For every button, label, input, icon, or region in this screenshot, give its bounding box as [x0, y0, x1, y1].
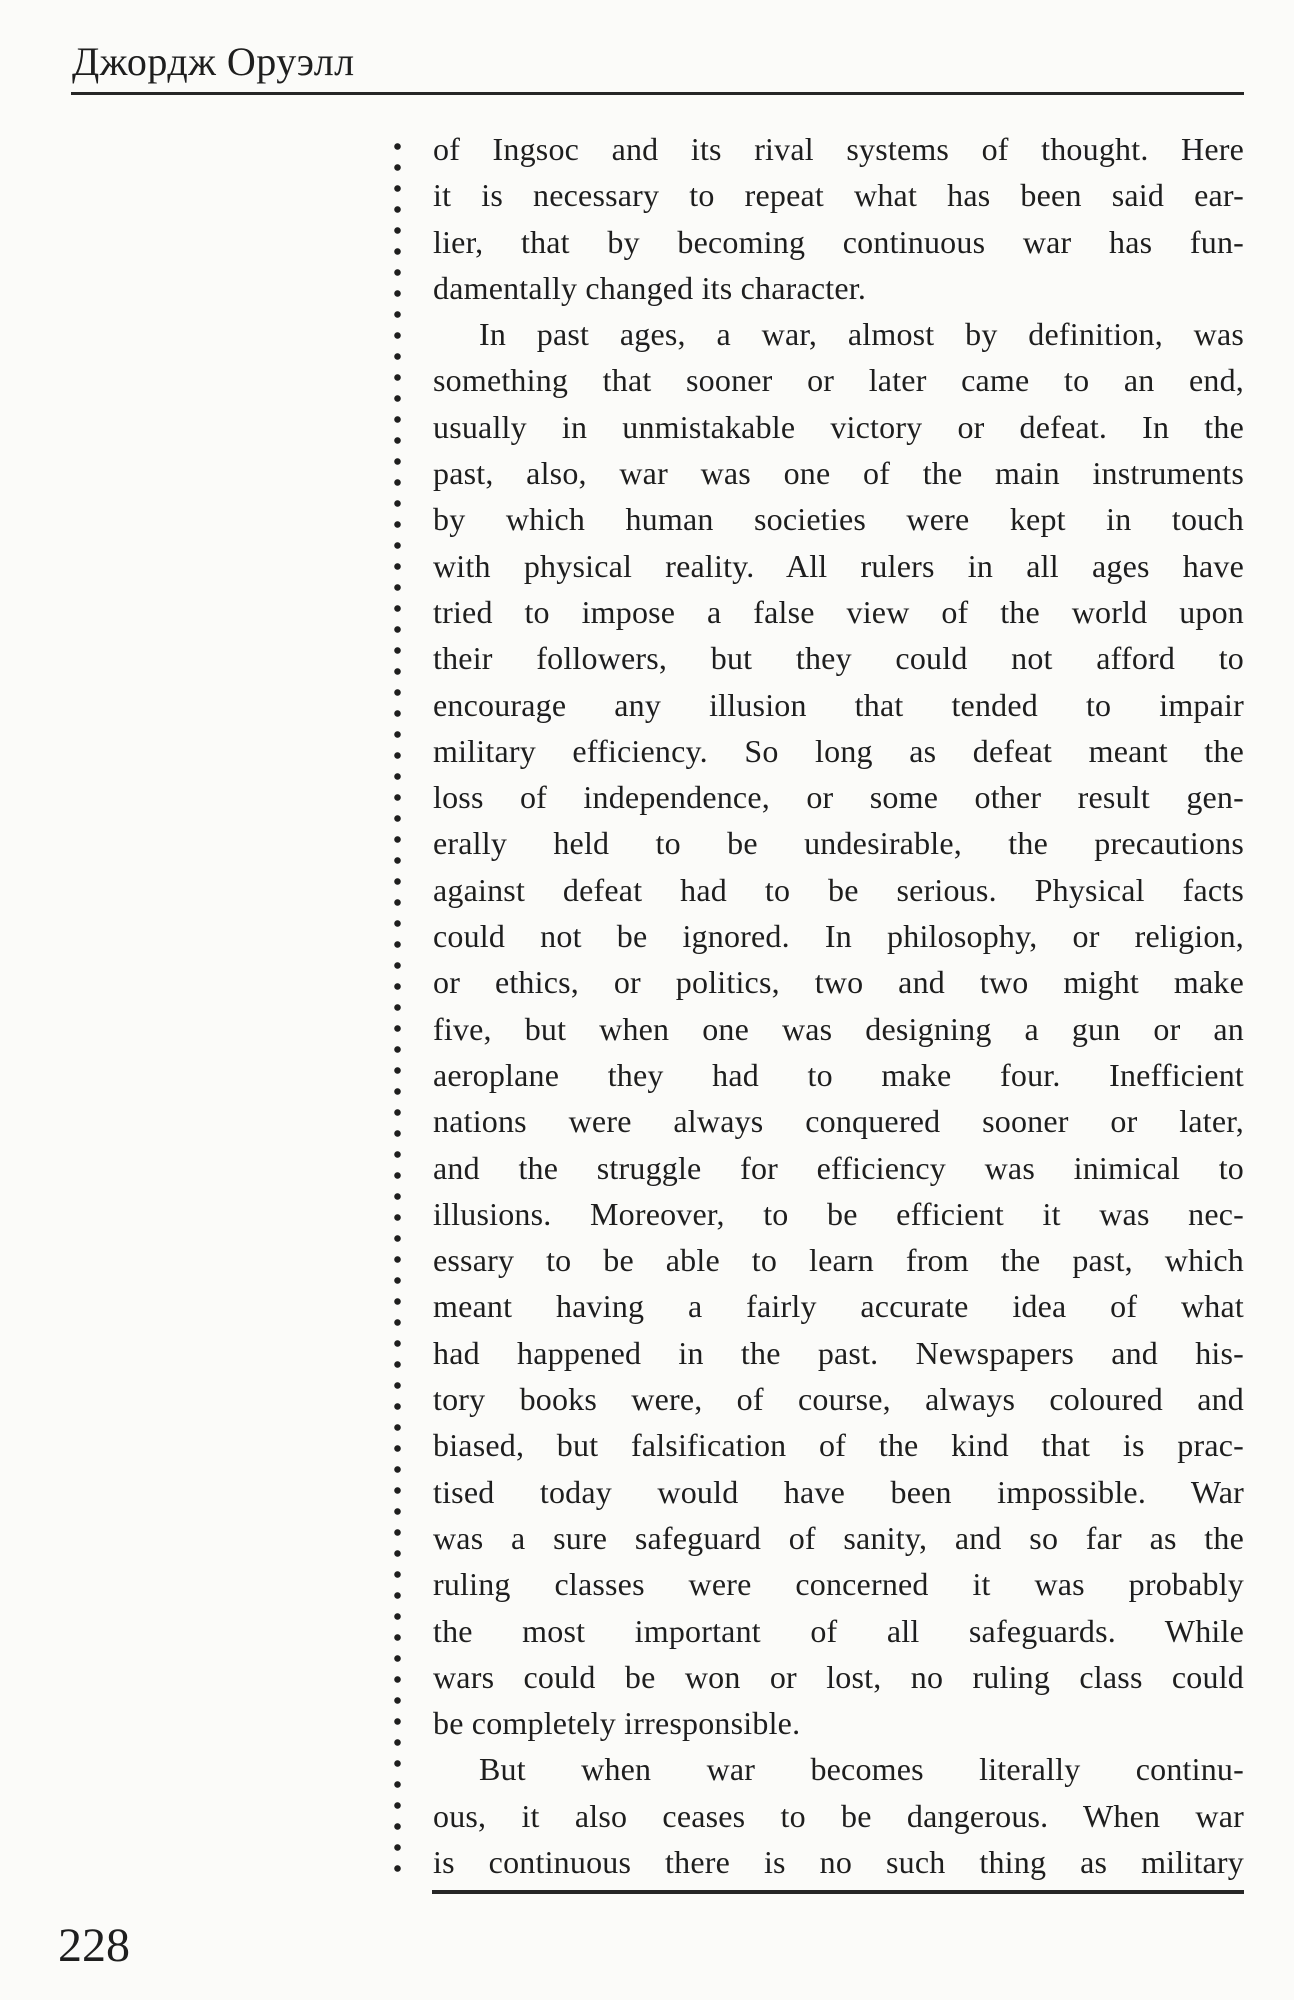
text-line: encourage any illusion that tended to impair: [433, 686, 1244, 723]
text-line: by which human societies were kept in touch: [433, 501, 1244, 538]
text-line: five, but when one was designing a gun or an: [433, 1010, 1244, 1047]
text-line: against defeat had to be serious. Physical facts: [433, 871, 1244, 908]
text-line: meant having a fairly accurate idea of what: [433, 1288, 1244, 1325]
text-line: erally held to be undesirable, the precautions: [433, 825, 1244, 862]
text-line: wars could be won or lost, no ruling class could: [433, 1658, 1244, 1695]
dotted-margin-rule: [394, 136, 401, 1872]
page-number: 228: [58, 1919, 130, 1972]
text-line: loss of independence, or some other result gen-: [433, 779, 1244, 816]
body-text: [433, 126, 1244, 1885]
text-line: usually in unmistakable victory or defeat. In the: [433, 408, 1244, 445]
text-line: illusions. Moreover, to be efficient it was nec-: [433, 1195, 1244, 1232]
text-line: of Ingsoc and its rival systems of thought. Here: [433, 131, 1244, 167]
text-line: aeroplane they had to make four. Inefficient: [433, 1056, 1244, 1093]
text-line: was a sure safeguard of sanity, and so far as the: [433, 1519, 1244, 1556]
text-line: tory books were, of course, always coloured and: [433, 1381, 1244, 1418]
text-line: In past ages, a war, almost by definition, was: [479, 316, 1244, 353]
text-line: lier, that by becoming continuous war has fun-: [433, 223, 1244, 260]
text-line: past, also, war was one of the main instruments: [433, 455, 1244, 492]
text-line: the most important of all safeguards. While: [433, 1612, 1244, 1649]
text-line: tried to impose a false view of the world upon: [433, 593, 1244, 630]
text-line: it is necessary to repeat what has been said ear-: [433, 177, 1244, 214]
text-line: and the struggle for efficiency was inimical to: [433, 1149, 1244, 1186]
text-line: But when war becomes literally continu-: [479, 1751, 1244, 1788]
text-line: is continuous there is no such thing as military: [433, 1843, 1244, 1880]
text-line: ous, it also ceases to be dangerous. When war: [433, 1797, 1244, 1834]
text-line: their followers, but they could not afford to: [433, 640, 1244, 677]
running-header: [72, 39, 355, 84]
author-name: Джордж Оруэлл: [72, 39, 355, 84]
text-line: military efficiency. So long as defeat meant the: [433, 732, 1244, 769]
text-line: biased, but falsification of the kind that is prac-: [433, 1427, 1244, 1464]
text-line: damentally changed its character.: [433, 269, 867, 306]
text-line: or ethics, or politics, two and two might make: [433, 964, 1244, 1001]
text-line: essary to be able to learn from the past, which: [433, 1242, 1244, 1279]
text-line: nations were always conquered sooner or later,: [433, 1103, 1244, 1140]
text-line: had happened in the past. Newspapers and his-: [433, 1334, 1244, 1371]
text-line: with physical reality. All rulers in all ages have: [433, 547, 1244, 584]
text-line: ruling classes were concerned it was probably: [433, 1566, 1244, 1603]
footer-rule: [432, 1890, 1244, 1894]
text-line: something that sooner or later came to an end,: [433, 362, 1244, 399]
text-line: could not be ignored. In philosophy, or religion,: [433, 918, 1244, 955]
text-line: tised today would have been impossible. War: [433, 1473, 1244, 1510]
text-line: be completely irresponsible.: [433, 1705, 801, 1742]
header-rule: [71, 92, 1244, 95]
